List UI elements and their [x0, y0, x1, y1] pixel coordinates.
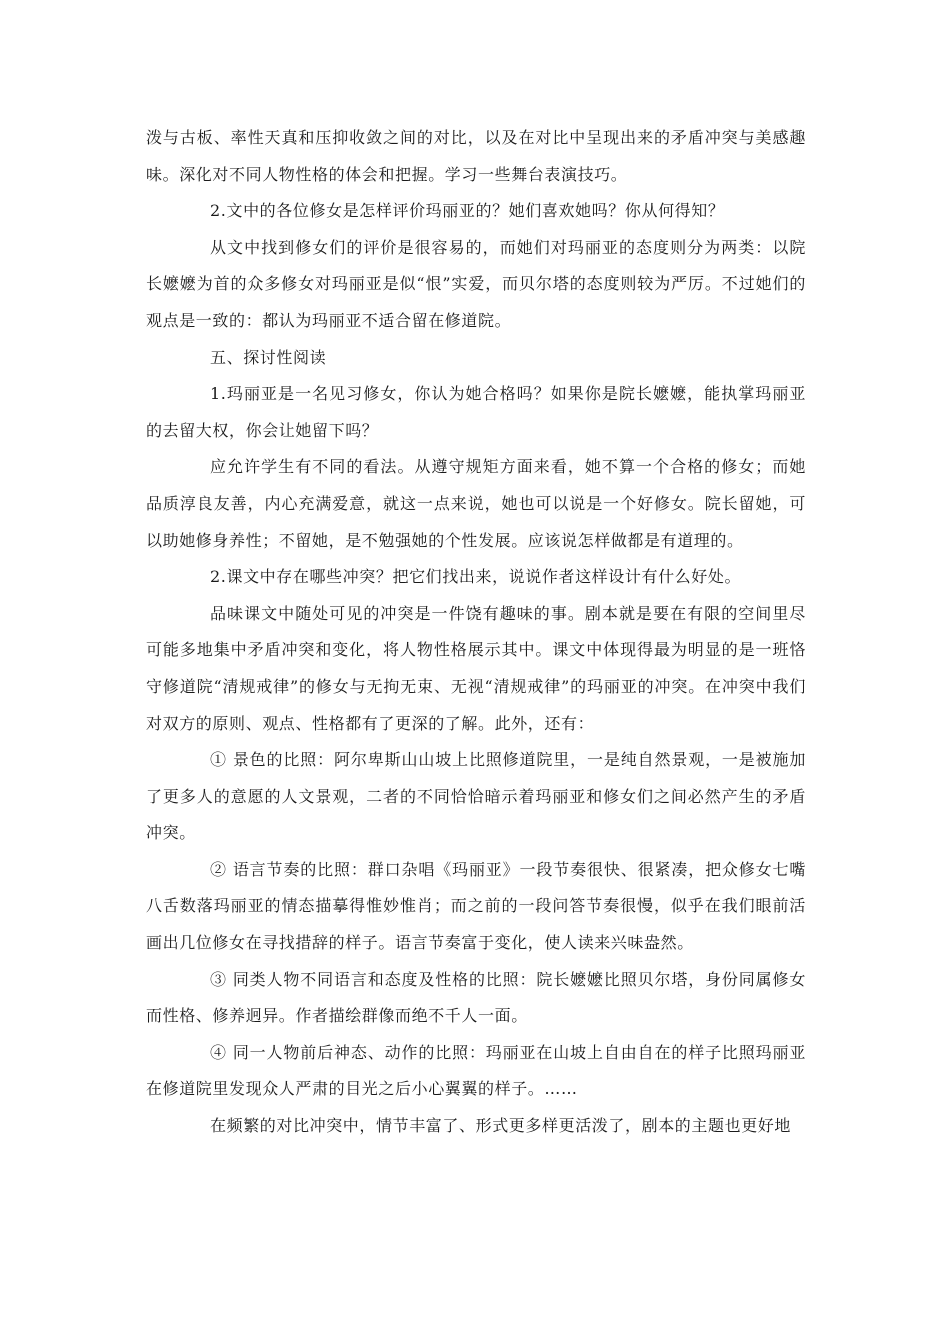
conclusion-paragraph: 在频繁的对比冲突中，情节丰富了、形式更多样更活泼了，剧本的主题也更好地	[210, 1116, 792, 1136]
answer-1-qualified: 应允许学生有不同的看法。从遵守规矩方面来看，她不算一个合格的修女；而她品质淳良友善，内心充满爱意，就这一点来说，她也可以说是一个好修女。院长留她，可以助她修身养性；不留她，是不勉强她的个性发展。应该说怎样做都是有道理的。	[146, 457, 806, 550]
section-heading-exploratory-reading: 五、探讨性阅读	[210, 347, 327, 367]
contrast-item-1: ① 景色的比照：阿尔卑斯山山坡上比照修道院里，一是纯自然景观，一是被施加了更多人的意愿的人文景观，二者的不同恰恰暗示着玛丽亚和修女们之间必然产生的矛盾冲突。	[146, 750, 806, 843]
contrast-item-3: ③ 同类人物不同语言和态度及性格的比照：院长嬷嬷比照贝尔塔，身份同属修女而性格、修养迥异。作者描绘群像而绝不千人一面。	[146, 969, 806, 1026]
answer-2-nuns-evaluation: 从文中找到修女们的评价是很容易的，而她们对玛丽亚的态度则分为两类：以院长嬷嬷为首的众多修女对玛丽亚是似“恨”实爱，而贝尔塔的态度则较为严厉。不过她们的观点是一致的：都认为玛丽亚不适合留在修道院。	[146, 237, 806, 330]
question-2-nuns-evaluation: 2.文中的各位修女是怎样评价玛丽亚的？她们喜欢她吗？你从何得知？	[210, 201, 725, 221]
document-body	[146, 120, 806, 1145]
contrast-item-2: ② 语言节奏的比照：群口杂唱《玛丽亚》一段节奏很快、很紧凑，把众修女七嘴八舌数落玛丽亚的情态描摹得惟妙惟肖；而之前的一段问答节奏很慢，似乎在我们眼前活画出几位修女在寻找措辞的样子。语言节奏富于变化，使人读来兴味盎然。	[146, 859, 806, 953]
question-1-qualified: 1.玛丽亚是一名见习修女，你认为她合格吗？如果你是院长嬷嬷，能执掌玛丽亚的去留大权，你会让她留下吗？	[146, 384, 806, 440]
question-2-conflicts: 2.课文中存在哪些冲突？把它们找出来，说说作者这样设计有什么好处。	[210, 567, 742, 587]
paragraph-1: 泼与古板、率性天真和压抑收敛之间的对比，以及在对比中呈现出来的矛盾冲突与美感趣味。深化对不同人物性格的体会和把握。学习一些舞台表演技巧。	[146, 128, 806, 184]
contrast-item-4: ④ 同一人物前后神态、动作的比照：玛丽亚在山坡上自由自在的样子比照玛丽亚在修道院里发现众人严肃的目光之后小心翼翼的样子。……	[146, 1042, 806, 1099]
answer-2-conflicts: 品味课文中随处可见的冲突是一件饶有趣味的事。剧本就是要在有限的空间里尽可能多地集中矛盾冲突和变化，将人物性格展示其中。课文中体现得最为明显的是一班恪守修道院“清规戒律”的修女与无拘无束、无视“清规戒律”的玛丽亚的冲突。在冲突中我们对双方的原则、观点、性格都有了更深的了解。此外，还有：	[146, 603, 806, 733]
